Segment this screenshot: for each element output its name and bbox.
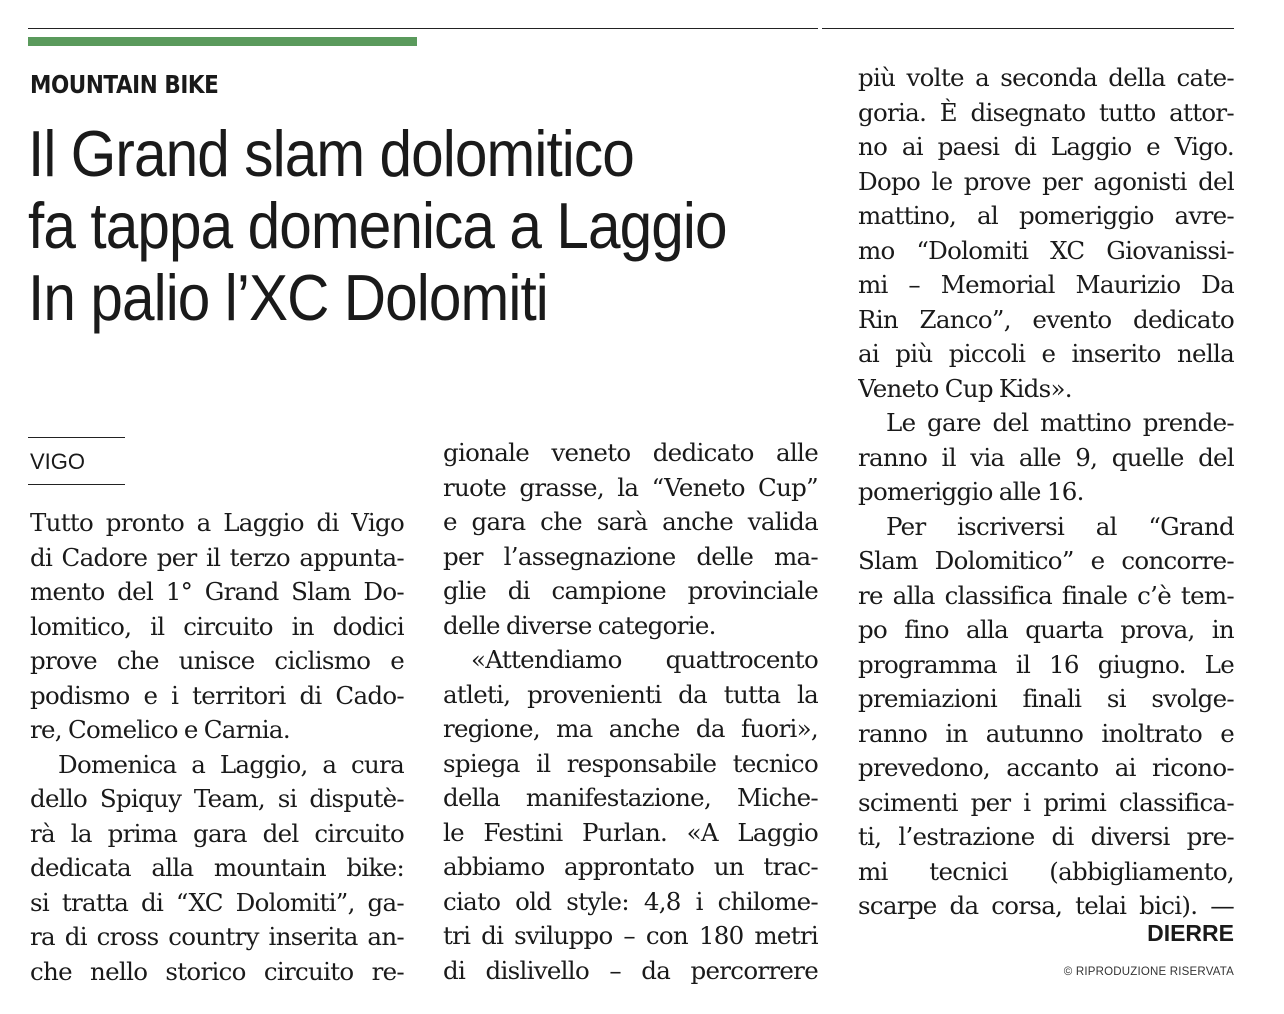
text-line: che nello storico circuito re- <box>30 956 404 986</box>
section-accent-bar <box>28 37 417 46</box>
dateline-rule-top <box>28 437 125 438</box>
text-line: goria. È disegnato tutto attor- <box>858 97 1234 127</box>
text-line: premiazioni finali si svolge- <box>858 684 1234 713</box>
text-line: glie di campione provinciale <box>443 576 818 605</box>
text-line: spiega il responsabile tecnico <box>443 748 818 778</box>
text-line: Slam Dolomitico” e concorre- <box>858 546 1234 575</box>
text-line: Domenica a Laggio, a cura <box>58 749 404 779</box>
text-line: Per iscriversi al “Grand <box>886 511 1234 541</box>
text-line: mo “Dolomiti XC Giovanissi- <box>858 235 1234 265</box>
text-line: gionale veneto dedicato alle <box>443 438 818 467</box>
text-line: tri di sviluppo – con 180 metri <box>443 921 818 950</box>
dateline: VIGO <box>30 449 86 474</box>
article-column-2 <box>443 436 818 988</box>
article-column-1 <box>30 506 404 989</box>
text-line: di dislivello – da percorrere <box>443 955 818 985</box>
text-line: scimenti per i primi classifica- <box>858 787 1234 817</box>
text-line: Dopo le prove per agonisti del <box>858 166 1234 196</box>
text-line: di Cadore per il terzo appunta- <box>30 542 404 572</box>
text-line: delle diverse categorie. <box>443 610 716 640</box>
headline-line: fa tappa domenica a Laggio <box>28 189 727 262</box>
text-line: po fino alla quarta prova, in <box>858 615 1234 644</box>
text-line: atleti, provenienti da tutta la <box>443 679 818 709</box>
text-line: le Festini Purlan. «A Laggio <box>443 817 818 847</box>
text-line: rà la prima gara del circuito <box>30 818 404 848</box>
text-line: dedicata alla mountain bike: <box>30 853 404 882</box>
text-line: ranno in autunno inoltrato e <box>858 718 1234 748</box>
text-line: lomitico, il circuito in dodici <box>30 611 404 641</box>
headline-line: Il Grand slam dolomitico <box>28 117 634 190</box>
text-line: ai più piccoli e inserito nella <box>858 339 1234 368</box>
author-signature: DIERRE <box>1147 920 1234 946</box>
text-line: ti, l’estrazione di diversi pre- <box>858 822 1234 851</box>
text-line: ciato old style: 4,8 i chilome- <box>443 886 818 916</box>
text-line: programma il 16 giugno. Le <box>858 649 1234 679</box>
text-line: prevedono, accanto ai ricono- <box>858 753 1234 782</box>
text-line: re, Comelico e Carnia. <box>30 715 290 744</box>
text-line: scarpe da corsa, telai bici). — <box>858 891 1234 920</box>
text-line: mi tecnici (abbigliamento, <box>858 856 1234 886</box>
text-line: mento del 1° Grand Slam Do- <box>30 577 404 606</box>
text-line: Le gare del mattino prende- <box>886 408 1234 437</box>
text-line: mi – Memorial Maurizio Da <box>858 270 1234 299</box>
text-line: per l’assegnazione delle ma- <box>443 541 818 571</box>
text-line: ranno il via alle 9, quelle del <box>858 442 1234 472</box>
text-line: dello Spiquy Team, si disputè- <box>30 784 404 813</box>
text-line: regione, ma anche da fuori», <box>443 714 818 743</box>
text-line: Veneto Cup Kids». <box>858 373 1072 403</box>
text-line: «Attendiamo quattrocento <box>471 645 818 674</box>
text-line: no ai paesi di Laggio e Vigo. <box>858 132 1234 161</box>
dateline-rule-bottom <box>28 484 125 485</box>
text-line: ruote grasse, la “Veneto Cup” <box>443 472 818 502</box>
text-line: e gara che sarà anche valida <box>443 507 818 536</box>
text-line: ra di cross country inserita an- <box>30 922 404 951</box>
top-rule <box>28 28 1234 29</box>
headline <box>28 118 727 334</box>
kicker: MOUNTAIN BIKE <box>30 70 219 99</box>
text-line: più volte a seconda della cate- <box>858 63 1234 92</box>
text-line: podismo e i territori di Cado- <box>30 680 404 710</box>
text-line: mattino, al pomeriggio avre- <box>858 201 1234 230</box>
top-rule-gap <box>818 26 822 31</box>
headline-line: In palio l’XC Dolomiti <box>28 261 548 334</box>
text-line: si tratta di “XC Dolomiti”, ga- <box>30 887 404 917</box>
text-line: Rin Zanco”, evento dedicato <box>858 304 1234 334</box>
text-line: Tutto pronto a Laggio di Vigo <box>30 508 404 537</box>
text-line: della manifestazione, Miche- <box>443 783 818 812</box>
text-line: abbiamo approntato un trac- <box>443 852 818 881</box>
article-column-3 <box>858 61 1234 924</box>
text-line: re alla classifica finale c’è tem- <box>858 580 1234 610</box>
text-line: prove che unisce ciclismo e <box>30 646 404 675</box>
text-line: pomeriggio alle 16. <box>858 477 1084 506</box>
copyright-notice: © RIPRODUZIONE RISERVATA <box>1063 966 1234 978</box>
